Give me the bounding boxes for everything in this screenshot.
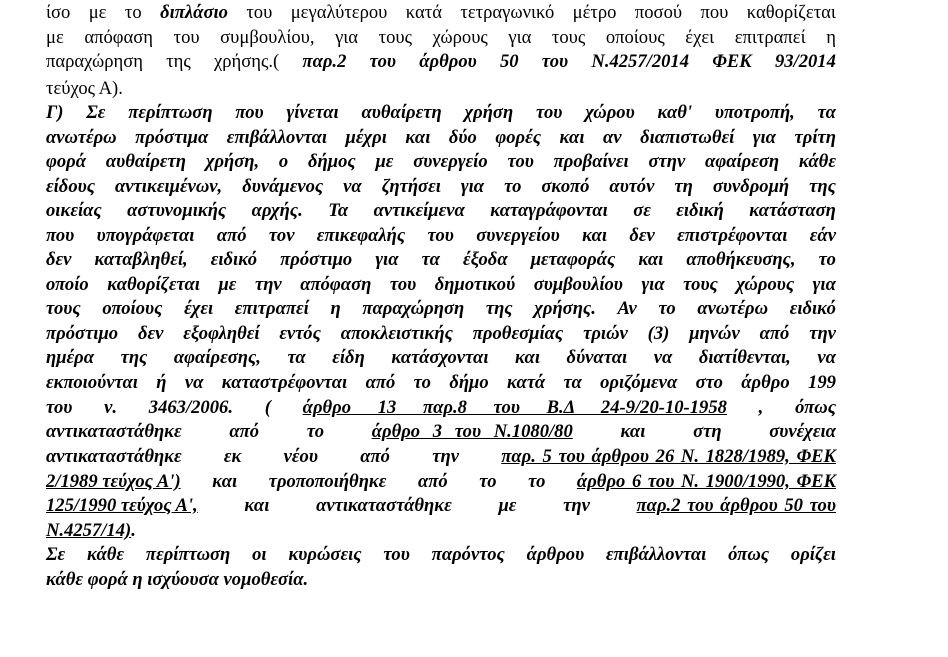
word: όπως xyxy=(795,397,836,418)
word: της xyxy=(809,176,836,197)
word: τρίτη xyxy=(794,127,836,148)
word: το xyxy=(413,372,431,393)
word: συνεργείο xyxy=(413,151,488,172)
word: επικεφαλής xyxy=(316,225,406,246)
word: πρόστιμα xyxy=(135,127,209,148)
word: αντικειμένων, xyxy=(115,176,223,197)
word: τη xyxy=(674,176,693,197)
word: τα xyxy=(563,372,582,393)
word: ν. xyxy=(104,397,118,418)
text-line xyxy=(46,298,836,320)
word: είδους xyxy=(46,176,96,197)
text-line xyxy=(46,347,836,369)
word: μέτρο xyxy=(572,2,617,23)
word: δεν xyxy=(46,249,72,270)
law-reference: Ν.4257/14) xyxy=(46,520,132,541)
word: τον xyxy=(268,225,295,246)
word: σε xyxy=(633,200,651,221)
word: το xyxy=(658,298,676,319)
word: οι xyxy=(252,544,267,565)
word: τους xyxy=(378,27,412,48)
word: 199 xyxy=(808,372,836,393)
text-line xyxy=(46,249,836,271)
word: ο xyxy=(278,151,289,172)
word: συνδρομή xyxy=(712,176,790,197)
text-line xyxy=(46,495,836,517)
word: που xyxy=(700,2,729,23)
word: περίπτωση xyxy=(128,102,213,123)
word: καθ' xyxy=(657,102,693,123)
word: με xyxy=(375,151,394,172)
word: κάθε xyxy=(798,151,836,172)
word: ποσού xyxy=(634,2,683,23)
word: επιστρέφονται xyxy=(677,225,788,246)
law-reference: άρθρο 3 του Ν.1080/80 xyxy=(371,421,573,442)
word: ίσο xyxy=(46,2,71,23)
word: για xyxy=(812,274,836,295)
word: παραχώρηση xyxy=(362,298,465,319)
word: 3463/2006. xyxy=(148,397,233,418)
word: με xyxy=(498,495,517,516)
text-line xyxy=(46,102,836,124)
word: δήμο xyxy=(449,372,489,393)
word: έχει xyxy=(685,27,715,48)
word: όπως xyxy=(728,544,770,565)
word: ειδικό xyxy=(789,298,836,319)
text-line xyxy=(46,397,836,419)
word: του xyxy=(246,2,273,23)
text-line xyxy=(46,151,836,173)
word: δήμος xyxy=(308,151,356,172)
word: εκποιούνται xyxy=(46,372,138,393)
word: για xyxy=(752,127,776,148)
word: άρθρο xyxy=(741,372,790,393)
word: αποκλειστικής xyxy=(340,323,453,344)
word: οικείας xyxy=(46,200,102,221)
word: το xyxy=(479,471,497,492)
text-line xyxy=(46,372,836,394)
word: του xyxy=(173,27,200,48)
word: Γ) xyxy=(46,102,64,123)
word: για xyxy=(375,249,399,270)
word: αν xyxy=(603,127,622,148)
word: , xyxy=(758,397,764,418)
word: χώρους xyxy=(432,27,488,48)
word-reference: 93/2014 xyxy=(774,51,836,72)
word: κατά xyxy=(405,2,442,23)
word: οποίο xyxy=(46,274,89,295)
law-reference: 2/1989 τεύχος Α') xyxy=(46,471,181,492)
word: τροποποιήθηκε xyxy=(268,471,387,492)
word: αφαίρεση xyxy=(705,151,780,172)
text-line xyxy=(46,78,836,100)
word: από xyxy=(759,323,790,344)
line-text: τεύχος Α). xyxy=(46,78,123,99)
word: και xyxy=(212,471,238,492)
word: κατά xyxy=(507,372,546,393)
word: τους xyxy=(46,298,81,319)
word: και xyxy=(582,225,608,246)
text-line xyxy=(46,51,836,73)
word: μεταφοράς xyxy=(530,249,616,270)
word: από xyxy=(417,471,448,492)
word: και xyxy=(559,127,585,148)
word: να xyxy=(343,176,362,197)
word: παρόντος xyxy=(431,544,505,565)
word: με xyxy=(218,274,237,295)
word: αυθαίρετη xyxy=(361,102,442,123)
word: την xyxy=(254,274,282,295)
word: καθορίζεται xyxy=(746,2,836,23)
word: αποθήκευσης, xyxy=(686,249,796,270)
word-reference: παρ.2 xyxy=(302,51,347,72)
word: επιτραπεί xyxy=(234,298,309,319)
text-line xyxy=(46,127,836,149)
word: την xyxy=(809,323,836,344)
word: αντικαταστάθηκε xyxy=(46,421,182,442)
word: δύναται xyxy=(566,347,628,368)
word: που xyxy=(46,225,75,246)
word: εξοφληθεί xyxy=(183,323,260,344)
word: χώρου xyxy=(585,102,635,123)
word: τα xyxy=(287,347,306,368)
law-reference: άρθρο 6 του Ν. 1900/1990, ΦΕΚ xyxy=(576,471,836,492)
word: που xyxy=(235,102,264,123)
word: απόφαση xyxy=(300,274,372,295)
word: να xyxy=(817,347,836,368)
law-reference: άρθρο 13 παρ.8 του Β.Δ 24-9/20-10-1958 xyxy=(302,397,727,418)
word: χρήσης. xyxy=(534,298,596,319)
word: η xyxy=(330,298,341,319)
word: με xyxy=(46,27,64,48)
text-line xyxy=(46,569,836,591)
word: μέχρι xyxy=(345,127,387,148)
word: αστυνομικής xyxy=(127,200,227,221)
text-line xyxy=(46,200,836,222)
word: αρχής. xyxy=(251,200,303,221)
word: κατάσχονται xyxy=(391,347,489,368)
word: αντικαταστάθηκε xyxy=(316,495,452,516)
word: μεγαλύτερου xyxy=(290,2,388,23)
word: τα xyxy=(421,249,440,270)
word: κυρώσεις xyxy=(288,544,362,565)
word-reference: ΦΕΚ xyxy=(712,51,752,72)
word: το xyxy=(306,421,325,442)
word: χώρους xyxy=(736,274,795,295)
word: του xyxy=(507,151,534,172)
word: αντικείμενα xyxy=(373,200,465,221)
word: από xyxy=(360,446,390,467)
word: νέου xyxy=(283,446,318,467)
word: χρήση xyxy=(464,102,514,123)
word: επιβάλλονται xyxy=(606,544,707,565)
word: εάν xyxy=(809,225,836,246)
text-line xyxy=(46,471,836,493)
law-reference: 125/1990 τεύχος Α', xyxy=(46,495,198,516)
word: φορά xyxy=(46,151,87,172)
word: συμβουλίου, xyxy=(220,27,315,48)
word: και xyxy=(244,495,270,516)
word: το xyxy=(124,2,142,23)
word: από xyxy=(229,421,260,442)
word: δυνάμενος xyxy=(242,176,324,197)
word: εντός xyxy=(279,323,321,344)
word-reference: του xyxy=(541,51,569,72)
word: του xyxy=(389,274,417,295)
word: δημοτικού xyxy=(434,274,516,295)
word-reference: Ν.4257/2014 xyxy=(591,51,690,72)
word: τους xyxy=(551,27,586,48)
word: η xyxy=(826,27,836,48)
word: ειδική xyxy=(676,200,724,221)
word-reference: του xyxy=(369,51,397,72)
word: συνεργείου xyxy=(476,225,560,246)
text-line xyxy=(46,544,836,566)
punctuation: . xyxy=(131,520,136,541)
word: για xyxy=(508,27,532,48)
word: και xyxy=(405,127,431,148)
word: έξοδα xyxy=(462,249,508,270)
word: διατίθενται, xyxy=(698,347,791,368)
word: οριζόμενα xyxy=(600,372,678,393)
word: και xyxy=(638,249,664,270)
word: για xyxy=(335,27,359,48)
word: (3) xyxy=(647,323,670,344)
word: καταβληθεί, xyxy=(94,249,188,270)
word: τα xyxy=(817,102,836,123)
text-line xyxy=(46,27,836,49)
word: αφαίρεσης, xyxy=(173,347,261,368)
word-reference: 50 xyxy=(499,51,519,72)
word: Τα xyxy=(328,200,349,221)
word: αντικαταστάθηκε xyxy=(46,446,182,467)
word: απόφαση xyxy=(84,27,154,48)
word: σκοπό xyxy=(541,176,590,197)
word: υποτροπή, xyxy=(714,102,795,123)
word: ή xyxy=(156,372,167,393)
word: κατάσταση xyxy=(749,200,836,221)
text-line xyxy=(46,2,836,24)
word: στην xyxy=(648,151,686,172)
word: καταστρέφονται xyxy=(221,372,348,393)
word: ημέρα xyxy=(46,347,95,368)
line-text: κάθε φορά η ισχύουσα νομοθεσία. xyxy=(46,569,309,590)
word: για xyxy=(641,274,665,295)
word: κάθε xyxy=(87,544,125,565)
word: συμβουλίου xyxy=(533,274,623,295)
word: του xyxy=(46,397,73,418)
text-line xyxy=(46,323,836,345)
law-reference: παρ.2 του άρθρου 50 του xyxy=(636,495,836,516)
word: της xyxy=(166,51,191,72)
word: από xyxy=(365,372,396,393)
word: να xyxy=(653,347,673,368)
word: Σε xyxy=(46,544,66,565)
word: στο xyxy=(695,372,723,393)
word: τετραγωνικό xyxy=(460,2,555,23)
word: και xyxy=(620,421,646,442)
word: προθεσμίας xyxy=(472,323,564,344)
word: τους xyxy=(683,274,718,295)
word: προβαίνει xyxy=(553,151,629,172)
word: του xyxy=(383,544,410,565)
word: συνέχεια xyxy=(769,421,836,442)
word: το xyxy=(504,176,522,197)
word: δεν xyxy=(137,323,164,344)
text-line xyxy=(46,520,836,542)
word: πρόστιμο xyxy=(46,323,119,344)
word: μηνών xyxy=(689,323,740,344)
word: το xyxy=(528,471,546,492)
word: να xyxy=(184,372,204,393)
word: ( xyxy=(264,397,271,418)
word: έχει xyxy=(184,298,214,319)
word: ζητήσει xyxy=(381,176,441,197)
word: εκ xyxy=(223,446,242,467)
word: διαπιστωθεί xyxy=(640,127,735,148)
word: την xyxy=(563,495,590,516)
word: του xyxy=(427,225,454,246)
word-emphasis: διπλάσιο xyxy=(160,2,228,23)
word: υπογράφεται xyxy=(96,225,195,246)
text-line xyxy=(46,421,836,443)
word: χρήση, xyxy=(205,151,260,172)
word: περίπτωση xyxy=(145,544,231,565)
word: γίνεται xyxy=(286,102,339,123)
word: είδη xyxy=(332,347,365,368)
word: επιτραπεί xyxy=(734,27,806,48)
word: στη xyxy=(693,421,722,442)
text-line xyxy=(46,446,836,468)
word: οποίους xyxy=(102,298,163,319)
word: πρόστιμο xyxy=(280,249,353,270)
text-line xyxy=(46,274,836,296)
word: οποίους xyxy=(605,27,665,48)
word: Σε xyxy=(86,102,106,123)
word: για xyxy=(460,176,485,197)
law-reference: παρ. 5 του άρθρου 26 Ν. 1828/1989, ΦΕΚ xyxy=(501,446,836,467)
word: τριών xyxy=(583,323,628,344)
word: την xyxy=(432,446,459,467)
word: δύο xyxy=(448,127,477,148)
word: επιβάλλονται xyxy=(226,127,328,148)
word: καταγράφονται xyxy=(490,200,608,221)
word: ειδικό xyxy=(210,249,258,270)
word: της xyxy=(120,347,148,368)
word: παραχώρηση xyxy=(46,51,143,72)
word: δεν xyxy=(629,225,655,246)
word: με xyxy=(88,2,107,23)
word: του xyxy=(535,102,563,123)
word-reference: άρθρου xyxy=(419,51,477,72)
word: και xyxy=(515,347,540,368)
word: από xyxy=(216,225,247,246)
word: άρθρου xyxy=(526,544,585,565)
word: Αν xyxy=(617,298,637,319)
word: καθορίζεται xyxy=(107,274,200,295)
word: της xyxy=(485,298,513,319)
word: αυτόν xyxy=(609,176,655,197)
word: ορίζει xyxy=(790,544,836,565)
text-line xyxy=(46,225,836,247)
text-line xyxy=(46,176,836,198)
word: χρήσης.( xyxy=(213,51,280,72)
word: το xyxy=(818,249,836,270)
word: ανωτέρω xyxy=(46,127,117,148)
word: ανωτέρω xyxy=(697,298,769,319)
word: φορές xyxy=(495,127,542,148)
word: αυθαίρετη xyxy=(105,151,187,172)
